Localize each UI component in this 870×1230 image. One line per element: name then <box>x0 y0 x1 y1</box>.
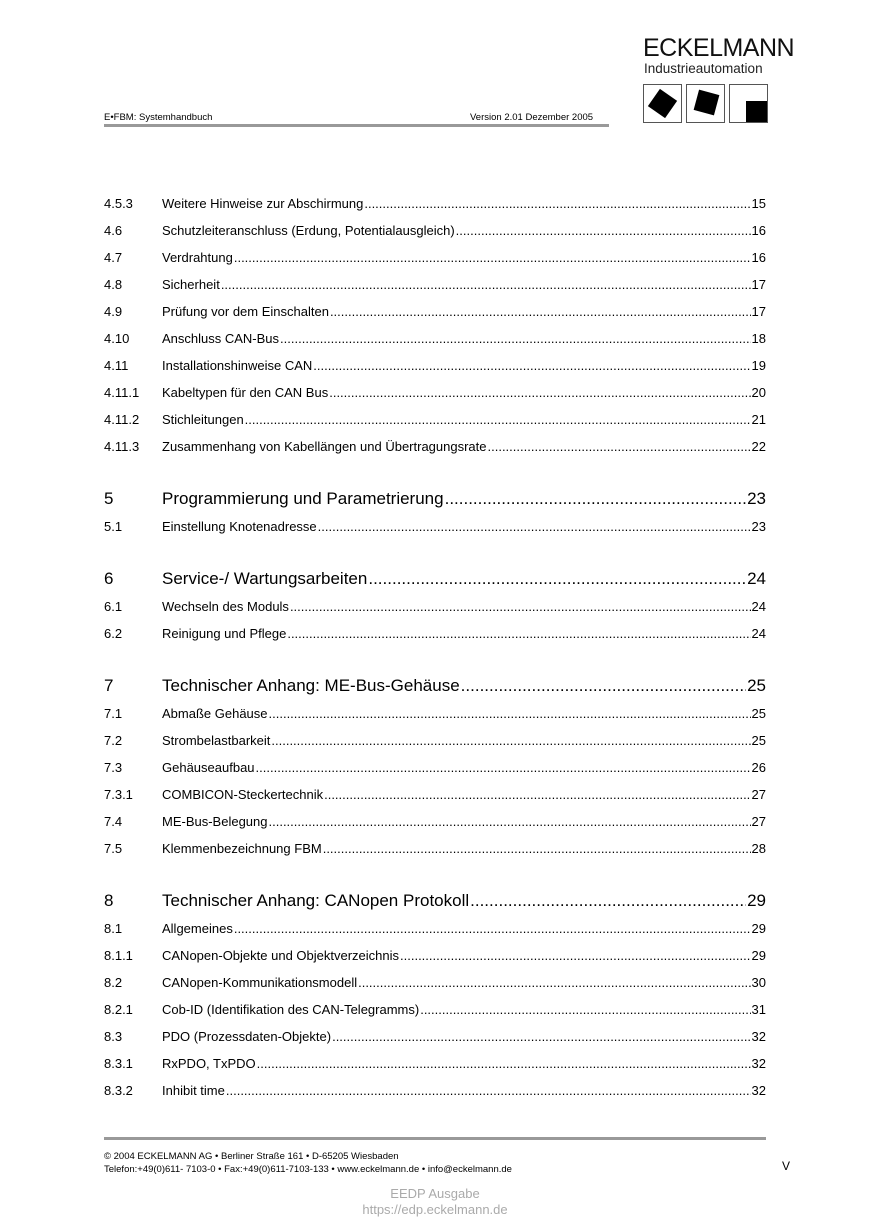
toc-entry-page: 23 <box>751 518 766 534</box>
toc-entry-number: 6.2 <box>104 625 123 641</box>
toc-entry-page: 31 <box>751 1001 766 1017</box>
toc-entry-page: 24 <box>751 598 766 614</box>
toc-entry[interactable] <box>104 379 766 406</box>
toc-entry-number: 4.9 <box>104 303 123 319</box>
toc-entry-title: Verdrahtung <box>162 249 233 265</box>
toc-entry-title: Allgemeines <box>162 920 233 936</box>
logo-square-icon <box>643 84 682 123</box>
toc-entry-number: 7.1 <box>104 705 123 721</box>
toc-entry-title: Cob-ID (Identifikation des CAN-Telegramms) <box>162 1001 420 1017</box>
toc-entry-page: 32 <box>751 1082 766 1098</box>
toc-entry-title: Reinigung und Pflege <box>162 625 287 641</box>
logo-square-icon <box>729 84 768 123</box>
toc-entry[interactable] <box>104 1050 766 1077</box>
toc-entry-page: 15 <box>751 195 766 211</box>
toc-entry-number: 4.10 <box>104 330 130 346</box>
toc-dot-leader <box>318 519 751 535</box>
toc-dot-leader <box>368 569 746 589</box>
header-document-title: E•FBM: Systemhandbuch <box>104 112 213 123</box>
toc-entry[interactable] <box>104 433 766 460</box>
toc-entry-number: 4.7 <box>104 249 123 265</box>
toc-entry-title: ME-Bus-Belegung <box>162 813 268 829</box>
toc-dot-leader <box>445 489 746 509</box>
toc-entry-number: 4.11.1 <box>104 384 140 400</box>
toc-entry-number: 5 <box>104 489 114 508</box>
toc-dot-leader <box>256 760 751 776</box>
toc-entry[interactable] <box>104 969 766 996</box>
toc-dot-leader <box>330 304 751 320</box>
toc-entry-title: Klemmenbezeichnung FBM <box>162 840 322 856</box>
toc-chapter-entry[interactable] <box>104 485 766 513</box>
toc-entry[interactable] <box>104 996 766 1023</box>
toc-dot-leader <box>234 250 751 266</box>
toc-dot-leader <box>280 331 750 347</box>
toc-entry-page: 20 <box>751 384 766 400</box>
toc-entry-title: Stichleitungen <box>162 411 244 427</box>
toc-entry[interactable] <box>104 781 766 808</box>
toc-entry[interactable] <box>104 915 766 942</box>
toc-entry-title: Weitere Hinweise zur Abschirmung <box>162 195 364 211</box>
toc-entry[interactable] <box>104 513 766 540</box>
footer-contact: Telefon:+49(0)611- 7103-0 • Fax:+49(0)611-7103-133 • www.eckelmann.de • info@eckelmann.de <box>104 1164 512 1175</box>
header-divider <box>104 124 609 127</box>
toc-entry-number: 8.2 <box>104 974 123 990</box>
toc-entry-page: 19 <box>751 357 766 373</box>
toc-entry-title: Schutzleiteranschluss (Erdung, Potentialausgleich) <box>162 222 455 238</box>
toc-entry-number: 7.2 <box>104 732 123 748</box>
toc-entry-number: 4.11.2 <box>104 411 140 427</box>
toc-entry-page: 25 <box>747 676 766 695</box>
toc-entry-number: 8.3 <box>104 1028 123 1044</box>
toc-entry-title: CANopen-Objekte und Objektverzeichnis <box>162 947 400 963</box>
toc-entry-title: Gehäuseaufbau <box>162 759 255 775</box>
toc-entry-title: Installationshinweise CAN <box>162 357 313 373</box>
toc-dot-leader <box>461 676 746 696</box>
footer-address: © 2004 ECKELMANN AG • Berliner Straße 161 • D-65205 Wiesbaden <box>104 1151 399 1162</box>
toc-dot-leader <box>400 948 751 964</box>
toc-dot-leader <box>269 706 751 722</box>
toc-entry-number: 5.1 <box>104 518 123 534</box>
toc-entry-title: Anschluss CAN-Bus <box>162 330 280 346</box>
toc-entry-number: 7.3.1 <box>104 786 133 802</box>
toc-entry-page: 29 <box>747 891 766 910</box>
toc-entry-page: 23 <box>747 489 766 508</box>
toc-entry[interactable] <box>104 835 766 862</box>
toc-chapter-entry[interactable] <box>104 565 766 593</box>
toc-entry[interactable] <box>104 593 766 620</box>
toc-entry-page: 24 <box>751 625 766 641</box>
toc-entry-page: 27 <box>751 813 766 829</box>
toc-dot-leader <box>329 385 750 401</box>
watermark-edition: EEDP Ausgabe <box>390 1186 480 1201</box>
toc-entry-page: 17 <box>751 303 766 319</box>
toc-entry-number: 8.1.1 <box>104 947 133 963</box>
toc-entry-number: 8.3.2 <box>104 1082 133 1098</box>
toc-entry[interactable] <box>104 352 766 379</box>
toc-entry-number: 4.5.3 <box>104 195 133 211</box>
toc-entry-number: 4.8 <box>104 276 123 292</box>
toc-entry-number: 8 <box>104 891 114 910</box>
toc-entry-title: Inhibit time <box>162 1082 225 1098</box>
toc-dot-leader <box>271 733 750 749</box>
watermark-url: https://edp.eckelmann.de <box>362 1202 508 1217</box>
toc-entry-page: 26 <box>751 759 766 775</box>
toc-entry-title: Programmierung und Parametrierung <box>162 489 444 508</box>
toc-entry-page: 17 <box>751 276 766 292</box>
toc-dot-leader <box>358 975 750 991</box>
toc-entry-number: 8.1 <box>104 920 123 936</box>
toc-entry[interactable] <box>104 808 766 835</box>
toc-dot-leader <box>269 814 751 830</box>
toc-entry[interactable] <box>104 244 766 271</box>
toc-dot-leader <box>226 1083 751 1099</box>
toc-entry[interactable] <box>104 1023 766 1050</box>
toc-entry[interactable] <box>104 1077 766 1104</box>
toc-entry-number: 4.6 <box>104 222 123 238</box>
toc-dot-leader <box>221 277 751 293</box>
toc-entry-title: Sicherheit <box>162 276 220 292</box>
toc-entry-title: Technischer Anhang: CANopen Protokoll <box>162 891 470 910</box>
toc-dot-leader <box>364 196 750 212</box>
toc-entry-page: 29 <box>751 920 766 936</box>
toc-entry-number: 7 <box>104 676 114 695</box>
header-version: Version 2.01 Dezember 2005 <box>470 112 594 123</box>
toc-entry-page: 28 <box>751 840 766 856</box>
toc-entry-title: Einstellung Knotenadresse <box>162 518 317 534</box>
toc-entry[interactable] <box>104 406 766 433</box>
toc-entry-page: 25 <box>751 705 766 721</box>
page-number: V <box>782 1159 791 1173</box>
footer-divider <box>104 1137 766 1140</box>
toc-entry[interactable] <box>104 754 766 781</box>
table-of-contents <box>104 190 766 1104</box>
toc-entry-title: Abmaße Gehäuse <box>162 705 268 721</box>
logo-subtitle: Industrieautomation <box>644 61 763 76</box>
toc-dot-leader <box>324 787 750 803</box>
toc-dot-leader <box>313 358 750 374</box>
toc-entry-page: 16 <box>751 222 766 238</box>
toc-entry-page: 30 <box>751 974 766 990</box>
toc-entry-page: 24 <box>747 569 766 588</box>
toc-entry[interactable] <box>104 190 766 217</box>
toc-entry-page: 16 <box>751 249 766 265</box>
toc-chapter-entry[interactable] <box>104 887 766 915</box>
toc-entry-number: 6.1 <box>104 598 123 614</box>
toc-entry-number: 4.11 <box>104 357 129 373</box>
toc-dot-leader <box>488 439 751 455</box>
toc-dot-leader <box>420 1002 750 1018</box>
toc-entry-page: 32 <box>751 1028 766 1044</box>
toc-entry-number: 7.3 <box>104 759 123 775</box>
toc-entry-title: Service-/ Wartungsarbeiten <box>162 569 368 588</box>
toc-dot-leader <box>257 1056 751 1072</box>
logo-squares <box>643 84 768 123</box>
toc-entry[interactable] <box>104 727 766 754</box>
toc-entry-title: Prüfung vor dem Einschalten <box>162 303 329 319</box>
toc-entry[interactable] <box>104 271 766 298</box>
toc-entry-title: PDO (Prozessdaten-Objekte) <box>162 1028 332 1044</box>
toc-entry-number: 6 <box>104 569 114 588</box>
toc-entry-title: CANopen-Kommunikationsmodell <box>162 974 358 990</box>
toc-entry-title: Kabeltypen für den CAN Bus <box>162 384 329 400</box>
toc-entry-page: 29 <box>751 947 766 963</box>
toc-dot-leader <box>323 841 751 857</box>
toc-dot-leader <box>245 412 751 428</box>
toc-entry-title: Wechseln des Moduls <box>162 598 289 614</box>
toc-entry-number: 4.11.3 <box>104 438 140 454</box>
logo-square-icon <box>686 84 725 123</box>
toc-entry[interactable] <box>104 298 766 325</box>
toc-entry[interactable] <box>104 620 766 647</box>
toc-entry-title: COMBICON-Steckertechnik <box>162 786 324 802</box>
toc-entry-title: RxPDO, TxPDO <box>162 1055 256 1071</box>
logo-company-name: ECKELMANN <box>643 34 795 62</box>
toc-entry[interactable] <box>104 325 766 352</box>
toc-entry-page: 27 <box>751 786 766 802</box>
toc-entry-title: Strombelastbarkeit <box>162 732 271 748</box>
toc-entry-number: 8.2.1 <box>104 1001 133 1017</box>
toc-entry-number: 7.4 <box>104 813 123 829</box>
toc-entry-number: 8.3.1 <box>104 1055 133 1071</box>
toc-dot-leader <box>290 599 751 615</box>
toc-entry-page: 18 <box>751 330 766 346</box>
toc-dot-leader <box>332 1029 750 1045</box>
toc-entry-page: 22 <box>751 438 766 454</box>
toc-entry-page: 21 <box>751 411 766 427</box>
toc-chapter-entry[interactable] <box>104 672 766 700</box>
toc-entry-number: 7.5 <box>104 840 123 856</box>
toc-entry[interactable] <box>104 700 766 727</box>
toc-entry[interactable] <box>104 217 766 244</box>
toc-entry-page: 32 <box>751 1055 766 1071</box>
toc-dot-leader <box>470 891 746 911</box>
toc-dot-leader <box>456 223 751 239</box>
toc-entry[interactable] <box>104 942 766 969</box>
toc-dot-leader <box>234 921 751 937</box>
toc-entry-title: Zusammenhang von Kabellängen und Übertragungsrate <box>162 438 487 454</box>
toc-entry-page: 25 <box>751 732 766 748</box>
toc-dot-leader <box>287 626 750 642</box>
toc-entry-title: Technischer Anhang: ME-Bus-Gehäuse <box>162 676 460 695</box>
